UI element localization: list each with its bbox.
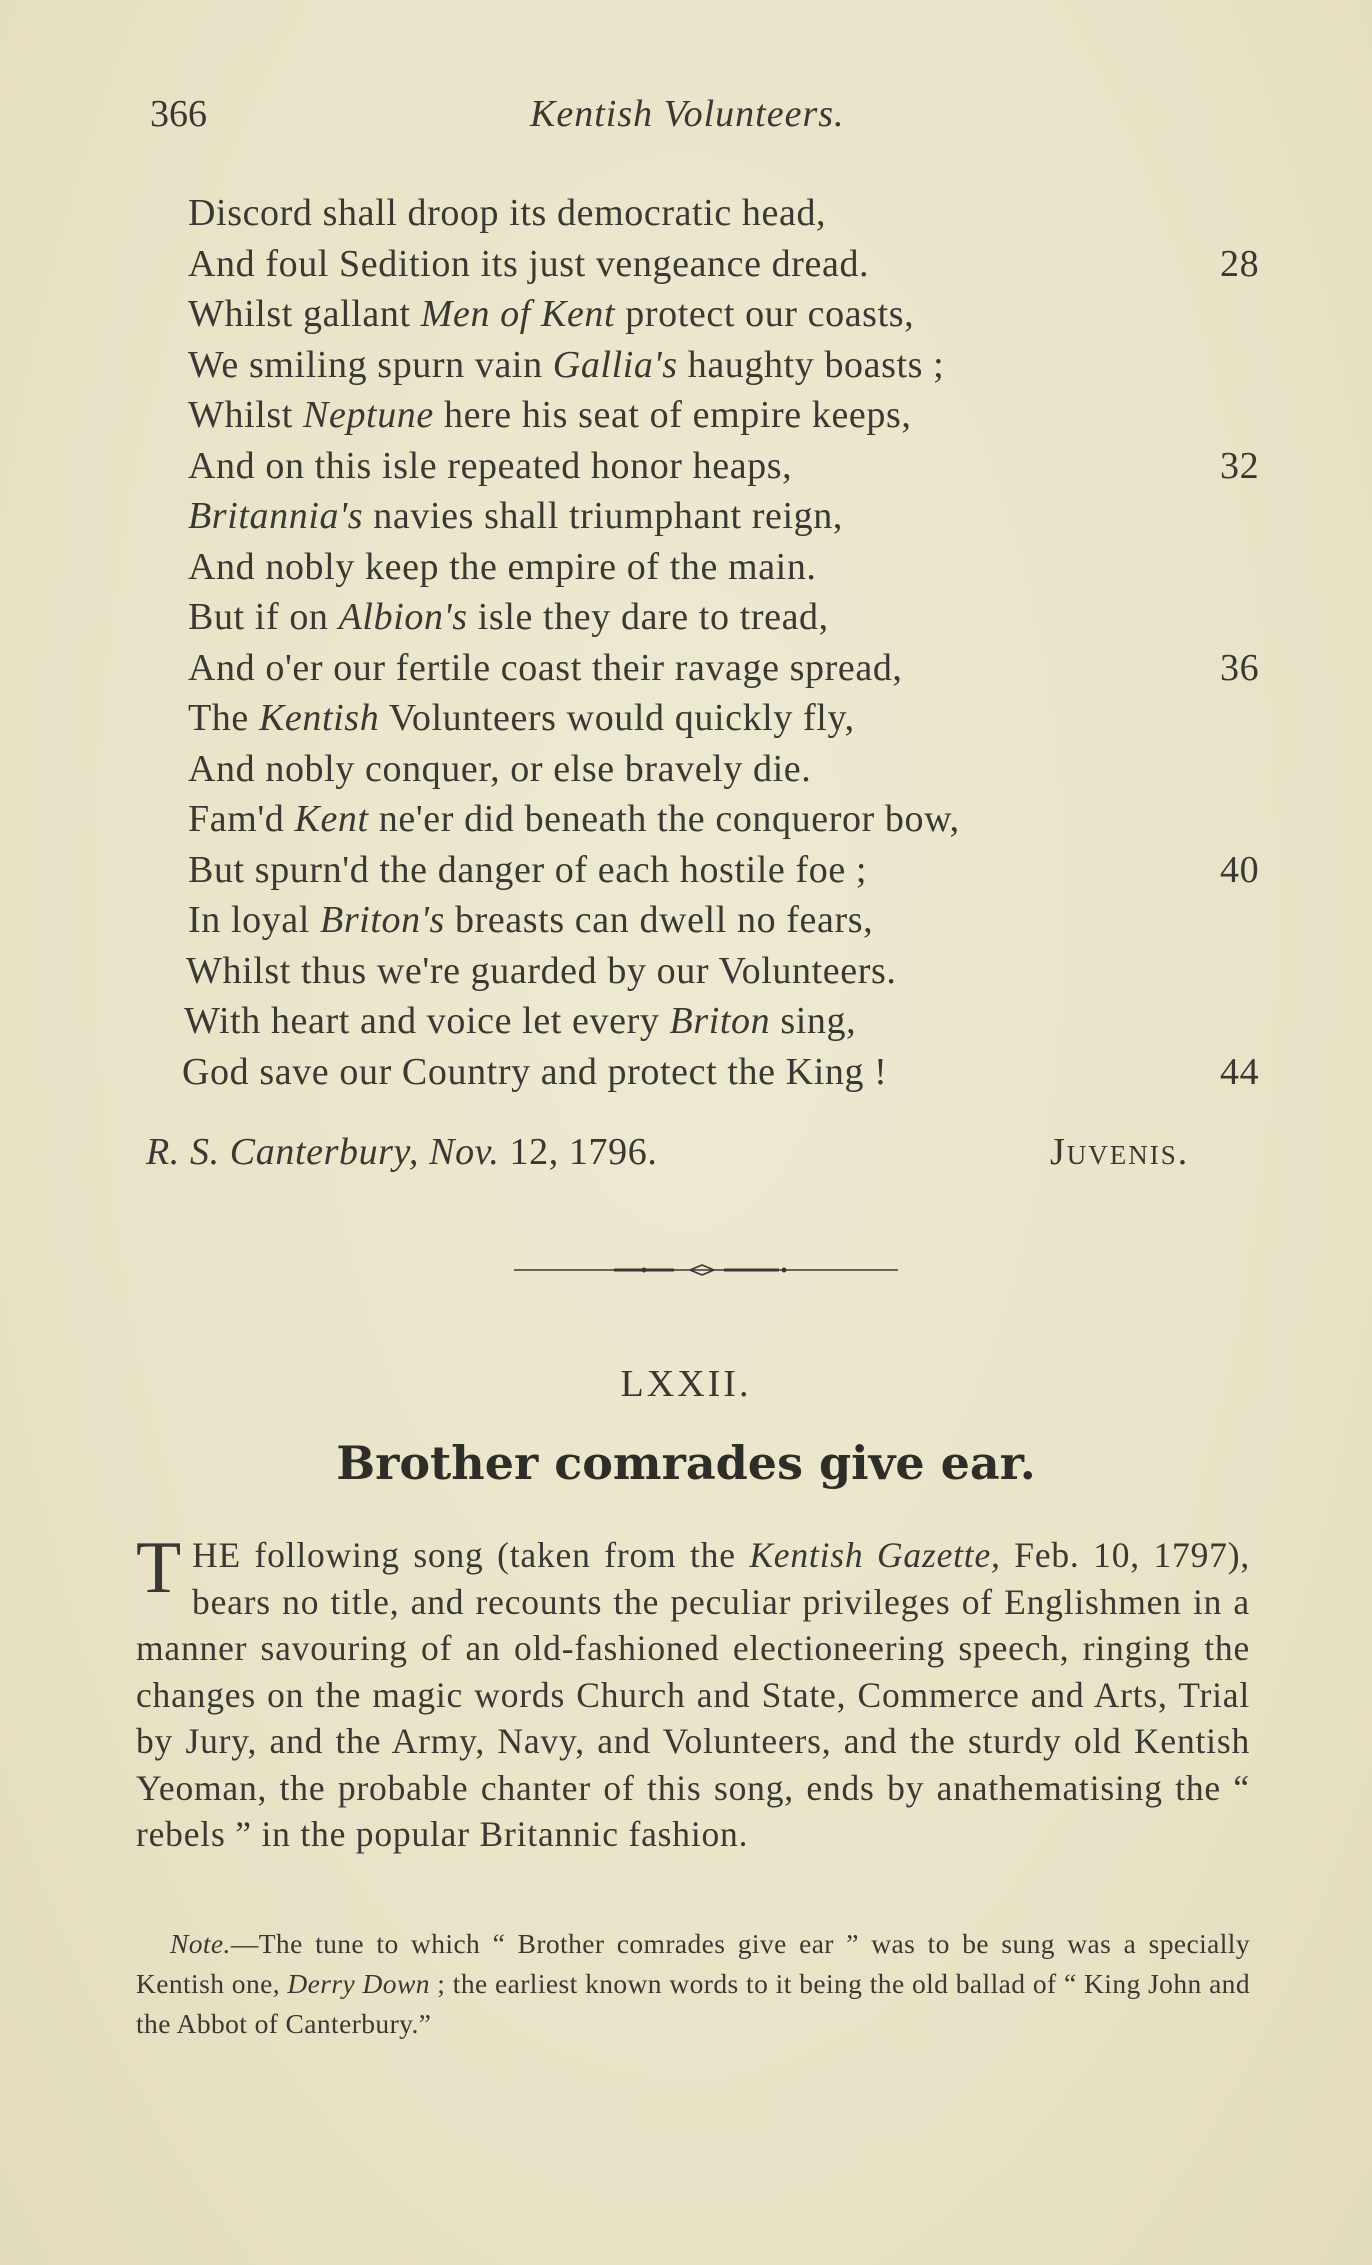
poem-line-text: [188, 289, 914, 340]
poem-line-text-after: isle they dare to tread,: [467, 596, 829, 638]
poem-line-italic: Albion's: [338, 596, 468, 638]
poem-line: [188, 643, 1268, 694]
poem: [182, 188, 1268, 1097]
poem-line-text: Discord shall droop its democratic head,: [188, 192, 827, 234]
poem-line: [188, 693, 1268, 744]
poem-line: [188, 289, 1268, 340]
signature-author: Juvenis.: [1050, 1131, 1190, 1173]
poem-line-text: [188, 491, 843, 542]
poem-line-text-after: navies shall triumphant reign,: [363, 495, 843, 537]
poem-line-text: And nobly keep the empire of the main.: [188, 545, 817, 588]
poem-line-text-after: ne'er did beneath the conqueror bow,: [368, 798, 960, 840]
poem-line-text: And o'er our fertile coast their ravage spread,: [188, 646, 903, 689]
poem-line-number: 28: [1220, 242, 1260, 285]
poem-line-text: [188, 592, 829, 643]
poem-line-italic: Men of Kent: [420, 293, 616, 335]
poem-line-italic: Neptune: [303, 394, 434, 436]
signature-place: [146, 1130, 657, 1174]
poem-line-text-before: Whilst gallant: [188, 293, 421, 335]
poem-line: [188, 390, 1268, 441]
poem-line-text: [184, 996, 856, 1047]
poem-line-text-before: In loyal: [188, 899, 321, 941]
poem-line: [188, 744, 1268, 795]
poem-line-text-after: protect our coasts,: [615, 293, 915, 335]
note-text-1: —The tune to which “ Brother comrades give ear ” was to be sung was a specially Kentish one,: [136, 1928, 1250, 1999]
poem-line-text-after: breasts can dwell no fears,: [444, 899, 874, 941]
poem-line-text: And nobly conquer, or else bravely die.: [188, 747, 812, 790]
poem-line-text-before: The: [188, 697, 259, 739]
footnote: [136, 1924, 1250, 2044]
poem-line-italic: Kentish: [258, 697, 380, 739]
note-label: Note.: [170, 1928, 231, 1959]
poem-line: [188, 592, 1268, 643]
intro-italic-title: Kentish Gazette,: [749, 1535, 1001, 1575]
poem-line-text-before: Fam'd: [188, 798, 295, 840]
poem-line: [188, 491, 1268, 542]
poem-line-text-after: sing,: [770, 1000, 857, 1042]
signature-date: 12, 1796.: [499, 1131, 658, 1173]
poem-line: [188, 946, 1268, 997]
song-title: Brother comrades give ear.: [336, 1436, 1036, 1490]
section-divider-ornament: [514, 1255, 898, 1285]
intro-text-2: Feb. 10, 1797), bears no title, and recounts the peculiar privileges of Englishmen in a manner savouring of an old-fashioned electioneering speech, ringing the changes on the magic words Church and State, Commerce and Arts, Trial by Jury, and the Army, Navy, and Volunteers, and the sturdy old Kentish Yeoman, the probable chanter of this song, ends by anathematising the “ rebels ” in the popular Britannic fashion.: [136, 1535, 1251, 1854]
poem-line: [184, 996, 1268, 1047]
poem-line-text: And foul Sedition its just vengeance dread.: [188, 242, 870, 285]
poem-line: [188, 542, 1268, 593]
page-number: 366: [150, 93, 207, 135]
poem-line-number: 32: [1220, 444, 1260, 487]
poem-line: [188, 340, 1268, 391]
intro-text-1: HE following song (taken from the: [192, 1535, 750, 1575]
poem-line-text: [188, 794, 960, 845]
running-title: Kentish Volunteers.: [530, 93, 845, 135]
poem-line-italic: Gallia's: [552, 343, 678, 386]
poem-line-text: [188, 390, 911, 441]
poem-line-text: And on this isle repeated honor heaps,: [188, 444, 793, 487]
poem-line-text: [188, 895, 873, 946]
poem-signature: [146, 1130, 1226, 1184]
poem-line: [188, 441, 1268, 492]
poem-line: [188, 845, 1268, 896]
note-text-2: ; the earliest known words to it being the old ballad of “ King John and the Abbot of Canterbury.”: [136, 1968, 1250, 2039]
signature-place-text: R. S. Canterbury, Nov.: [146, 1131, 500, 1173]
poem-line-text: But spurn'd the danger of each hostile foe ;: [188, 848, 868, 891]
poem-line-text: [188, 693, 855, 744]
poem-line-italic: Briton's: [320, 899, 445, 941]
poem-line-text-before: Whilst: [188, 394, 304, 436]
poem-line: [188, 188, 1268, 239]
section-numeral: LXXII.: [620, 1363, 752, 1405]
poem-line: [188, 239, 1268, 290]
poem-line-text: God save our Country and protect the King !: [182, 1050, 888, 1093]
poem-line-number: 36: [1220, 646, 1260, 689]
poem-line-text-before: We smiling spurn vain: [188, 343, 553, 386]
intro-paragraph: [136, 1527, 1251, 1858]
poem-line-text-before: But if on: [188, 596, 339, 638]
poem-line-text: Whilst thus we're guarded by our Volunteers.: [186, 949, 897, 992]
poem-line: [188, 794, 1268, 845]
poem-line: [188, 895, 1268, 946]
poem-line-text-after: haughty boasts ;: [677, 343, 945, 386]
poem-line: [182, 1047, 1268, 1098]
poem-line-italic: Briton: [669, 1000, 771, 1042]
poem-line-italic: Britannia's: [188, 495, 364, 537]
poem-line-number: 44: [1220, 1050, 1260, 1093]
poem-line-text-before: With heart and voice let every: [184, 1000, 670, 1042]
note-italic: Derry Down: [287, 1968, 430, 1999]
poem-line-italic: Kent: [294, 798, 369, 840]
poem-line-number: 40: [1220, 848, 1260, 891]
poem-line-text: [188, 340, 944, 391]
poem-line-text-after: here his seat of empire keeps,: [433, 394, 912, 436]
poem-line-text-after: Volunteers would quickly fly,: [379, 697, 855, 739]
drop-cap: T: [136, 1527, 183, 1609]
running-head: [150, 92, 1250, 142]
